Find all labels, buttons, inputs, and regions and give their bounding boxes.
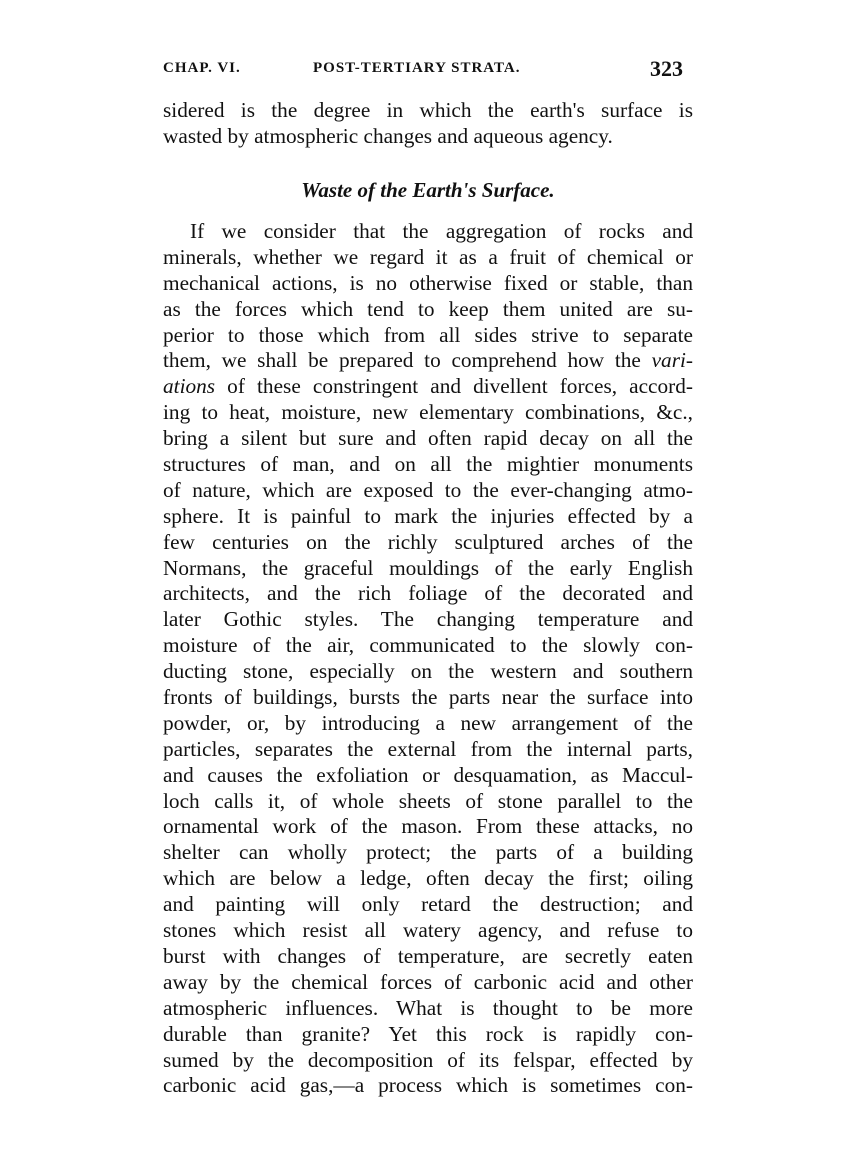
- text-line: ations of these constringent and divellent forces, accord-: [163, 374, 693, 399]
- text-line: moisture of the air, communicated to the slowly con-: [163, 633, 693, 658]
- text-line: mechanical actions, is no otherwise fixed or stable, than: [163, 270, 693, 295]
- text-line: ing to heat, moisture, new elementary combinations, &c.,: [163, 400, 693, 425]
- text-line: perior to those which from all sides strive to separate: [163, 322, 693, 347]
- running-head: [163, 56, 683, 90]
- text-line: burst with changes of temperature, are secretly eaten: [163, 943, 693, 968]
- text-line: later Gothic styles. The changing temperature and: [163, 607, 693, 632]
- section-heading: Waste of the Earth's Surface.: [301, 178, 555, 202]
- running-title: POST-TERTIARY STRATA.: [313, 60, 521, 76]
- text-line: them, we shall be prepared to comprehend how the vari-: [163, 348, 693, 373]
- text-line: shelter can wholly protect; the parts of a building: [163, 840, 693, 865]
- text-line: particles, separates the external from the internal parts,: [163, 736, 693, 761]
- page-number: 323: [650, 56, 683, 81]
- text-line: ornamental work of the mason. From these attacks, no: [163, 814, 693, 839]
- text-line: If we consider that the aggregation of rocks and: [190, 219, 693, 243]
- text-line: ducting stone, especially on the western and southern: [163, 659, 693, 684]
- text-line: Normans, the graceful mouldings of the early English: [163, 555, 693, 580]
- emphasis: vari-: [651, 348, 693, 373]
- emphasis: ations: [163, 374, 216, 399]
- text-line: sphere. It is painful to mark the injuries effected by a: [163, 503, 693, 528]
- text-line: and painting will only retard the destruction; and: [163, 892, 693, 917]
- text-line: sidered is the degree in which the earth's surface is: [163, 98, 693, 122]
- text-line: wasted by atmospheric changes and aqueous agency.: [163, 123, 613, 148]
- text-line: minerals, whether we regard it as a fruit of chemical or: [163, 244, 693, 269]
- text-line: bring a silent but sure and often rapid decay on all the: [163, 426, 693, 451]
- text-line: which are below a ledge, often decay the first; oiling: [163, 866, 693, 891]
- text-line: loch calls it, of whole sheets of stone parallel to the: [163, 788, 693, 813]
- text-line: powder, or, by introducing a new arrangement of the: [163, 710, 693, 735]
- text-line: durable than granite? Yet this rock is rapidly con-: [163, 1021, 693, 1046]
- text-line: carbonic acid gas,—a process which is sometimes con-: [163, 1073, 693, 1098]
- text-line: sumed by the decomposition of its felspar, effected by: [163, 1047, 693, 1072]
- text-line: fronts of buildings, bursts the parts near the surface into: [163, 685, 693, 710]
- text-line: atmospheric influences. What is thought to be more: [163, 995, 693, 1020]
- text-line: and causes the exfoliation or desquamation, as Maccul-: [163, 762, 693, 787]
- text-line: away by the chemical forces of carbonic acid and other: [163, 969, 693, 994]
- continued-text: [163, 98, 693, 150]
- text-line: architects, and the rich foliage of the decorated and: [163, 581, 693, 606]
- chapter-label: CHAP. VI.: [163, 60, 241, 76]
- text-line: stones which resist all watery agency, and refuse to: [163, 918, 693, 943]
- text-line: of nature, which are exposed to the ever-changing atmo-: [163, 477, 693, 502]
- text-line: few centuries on the richly sculptured arches of the: [163, 529, 693, 554]
- body-paragraph: [163, 219, 693, 1099]
- text-line: structures of man, and on all the mightier monuments: [163, 452, 693, 477]
- text-line: as the forces which tend to keep them united are su-: [163, 296, 693, 321]
